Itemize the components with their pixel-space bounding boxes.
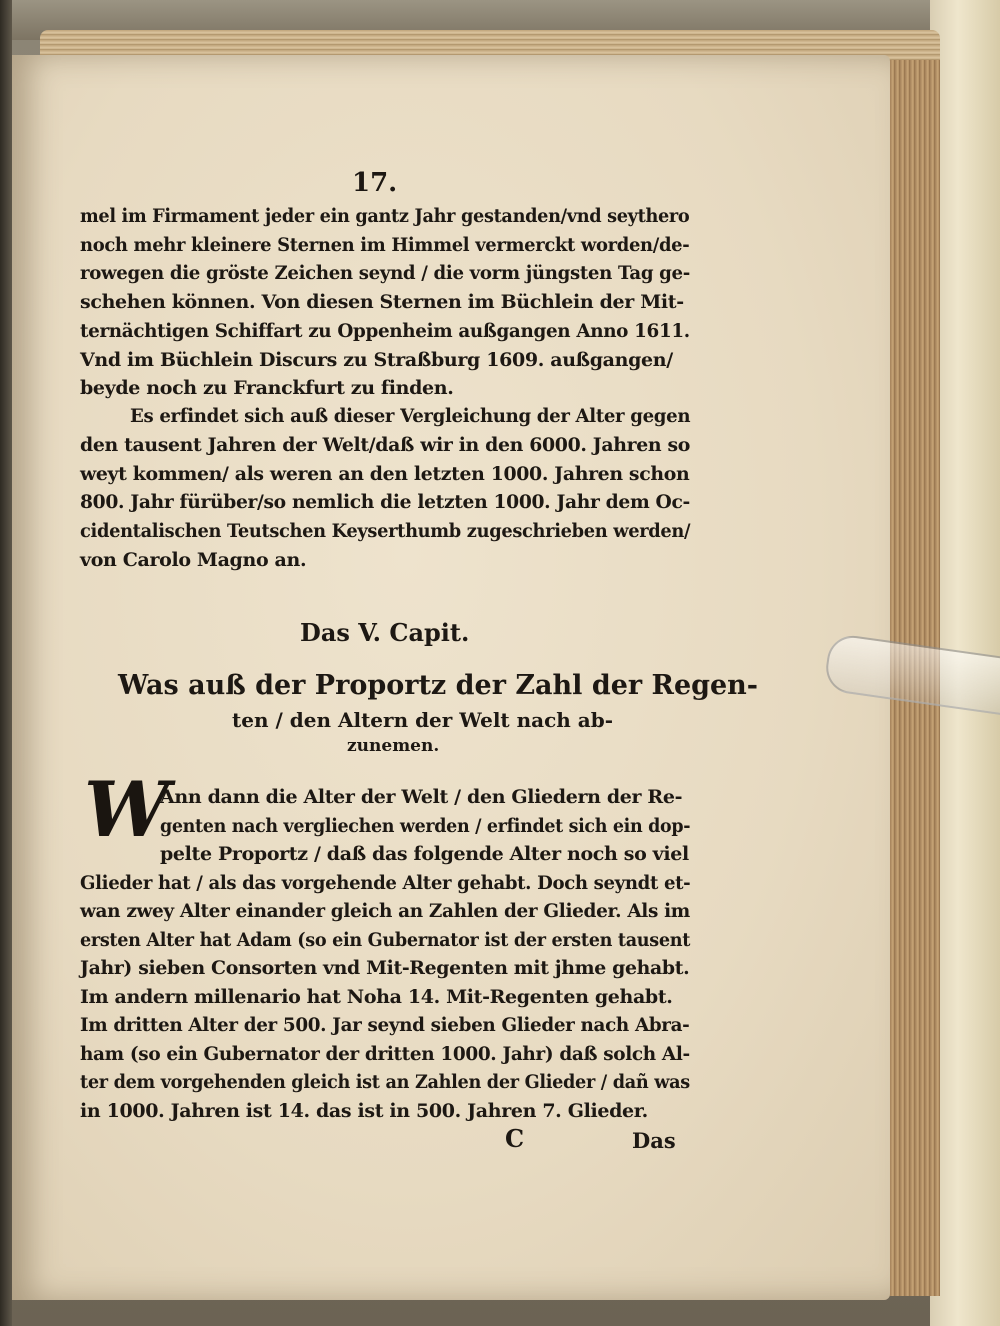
text-line: in 1000. Jahren ist 14. das ist in 500. Jahren 7. Glieder. — [80, 1100, 648, 1122]
text-line: Vnd im Büchlein Discurs zu Straßburg 1609. außgangen/ — [80, 349, 673, 371]
chapter-heading: Das V. Capit. — [300, 618, 470, 647]
text-line: ham (so ein Gubernator der dritten 1000. Jahr) daß solch Al- — [80, 1043, 690, 1065]
catchword: Das — [632, 1128, 676, 1153]
text-line: cidentalischen Teutschen Keyserthumb zugeschrieben werden/ — [80, 520, 691, 542]
text-line: Es erfindet sich auß dieser Vergleichung der Alter gegen — [130, 405, 691, 427]
text-line: Glieder hat / als das vorgehende Alter gehabt. Doch seyndt et- — [80, 872, 691, 894]
text-line: genten nach vergliechen werden / erfindet sich ein dop- — [160, 815, 691, 837]
chapter-title-line: Was auß der Proportz der Zahl der Regen- — [118, 670, 759, 701]
text-line: Jahr) sieben Consorten vnd Mit-Regenten mit jhme gehabt. — [80, 957, 690, 979]
text-line: pelte Proportz / daß das folgende Alter noch so viel — [160, 843, 689, 865]
text-line: den tausent Jahren der Welt/daß wir in den 6000. Jahren so — [80, 434, 690, 456]
chapter-title-line: ten / den Altern der Welt nach ab- — [232, 708, 614, 732]
text-line: rowegen die gröste Zeichen seynd / die vorm jüngsten Tag ge- — [80, 262, 690, 284]
text-line: ter dem vorgehenden gleich ist an Zahlen der Glieder / dañ was — [80, 1071, 690, 1093]
signature-mark: C — [505, 1124, 525, 1153]
text-line: schehen können. Von diesen Sternen im Büchlein der Mit- — [80, 291, 684, 313]
text-line: weyt kommen/ als weren an den letzten 1000. Jahren schon — [80, 463, 690, 485]
text-line: mel im Firmament jeder ein gantz Jahr gestanden/vnd seythero — [80, 205, 690, 227]
text-line: beyde noch zu Franckfurt zu finden. — [80, 377, 454, 399]
text-line: ersten Alter hat Adam (so ein Gubernator ist der ersten tausent — [80, 929, 691, 951]
text-line: Ann dann die Alter der Welt / den Gliedern der Re- — [160, 786, 683, 808]
text-line: von Carolo Magno an. — [80, 549, 307, 571]
decorated-initial: W — [84, 765, 170, 854]
text-line: ternächtigen Schiffart zu Oppenheim außgangen Anno 1611. — [80, 320, 690, 342]
text-line: 800. Jahr fürüber/so nemlich die letzten 1000. Jahr dem Oc- — [80, 491, 690, 513]
text-line: Im dritten Alter der 500. Jar seynd sieben Glieder nach Abra- — [80, 1014, 690, 1036]
book-spine — [0, 0, 12, 1326]
text-line: noch mehr kleinere Sternen im Himmel vermerckt worden/de- — [80, 234, 690, 256]
chapter-title-line: zunemen. — [347, 736, 440, 756]
page-number: 17. — [352, 168, 398, 198]
text-line: wan zwey Alter einander gleich an Zahlen der Glieder. Als im — [80, 900, 690, 922]
text-line: Im andern millenario hat Noha 14. Mit-Regenten gehabt. — [80, 986, 673, 1008]
